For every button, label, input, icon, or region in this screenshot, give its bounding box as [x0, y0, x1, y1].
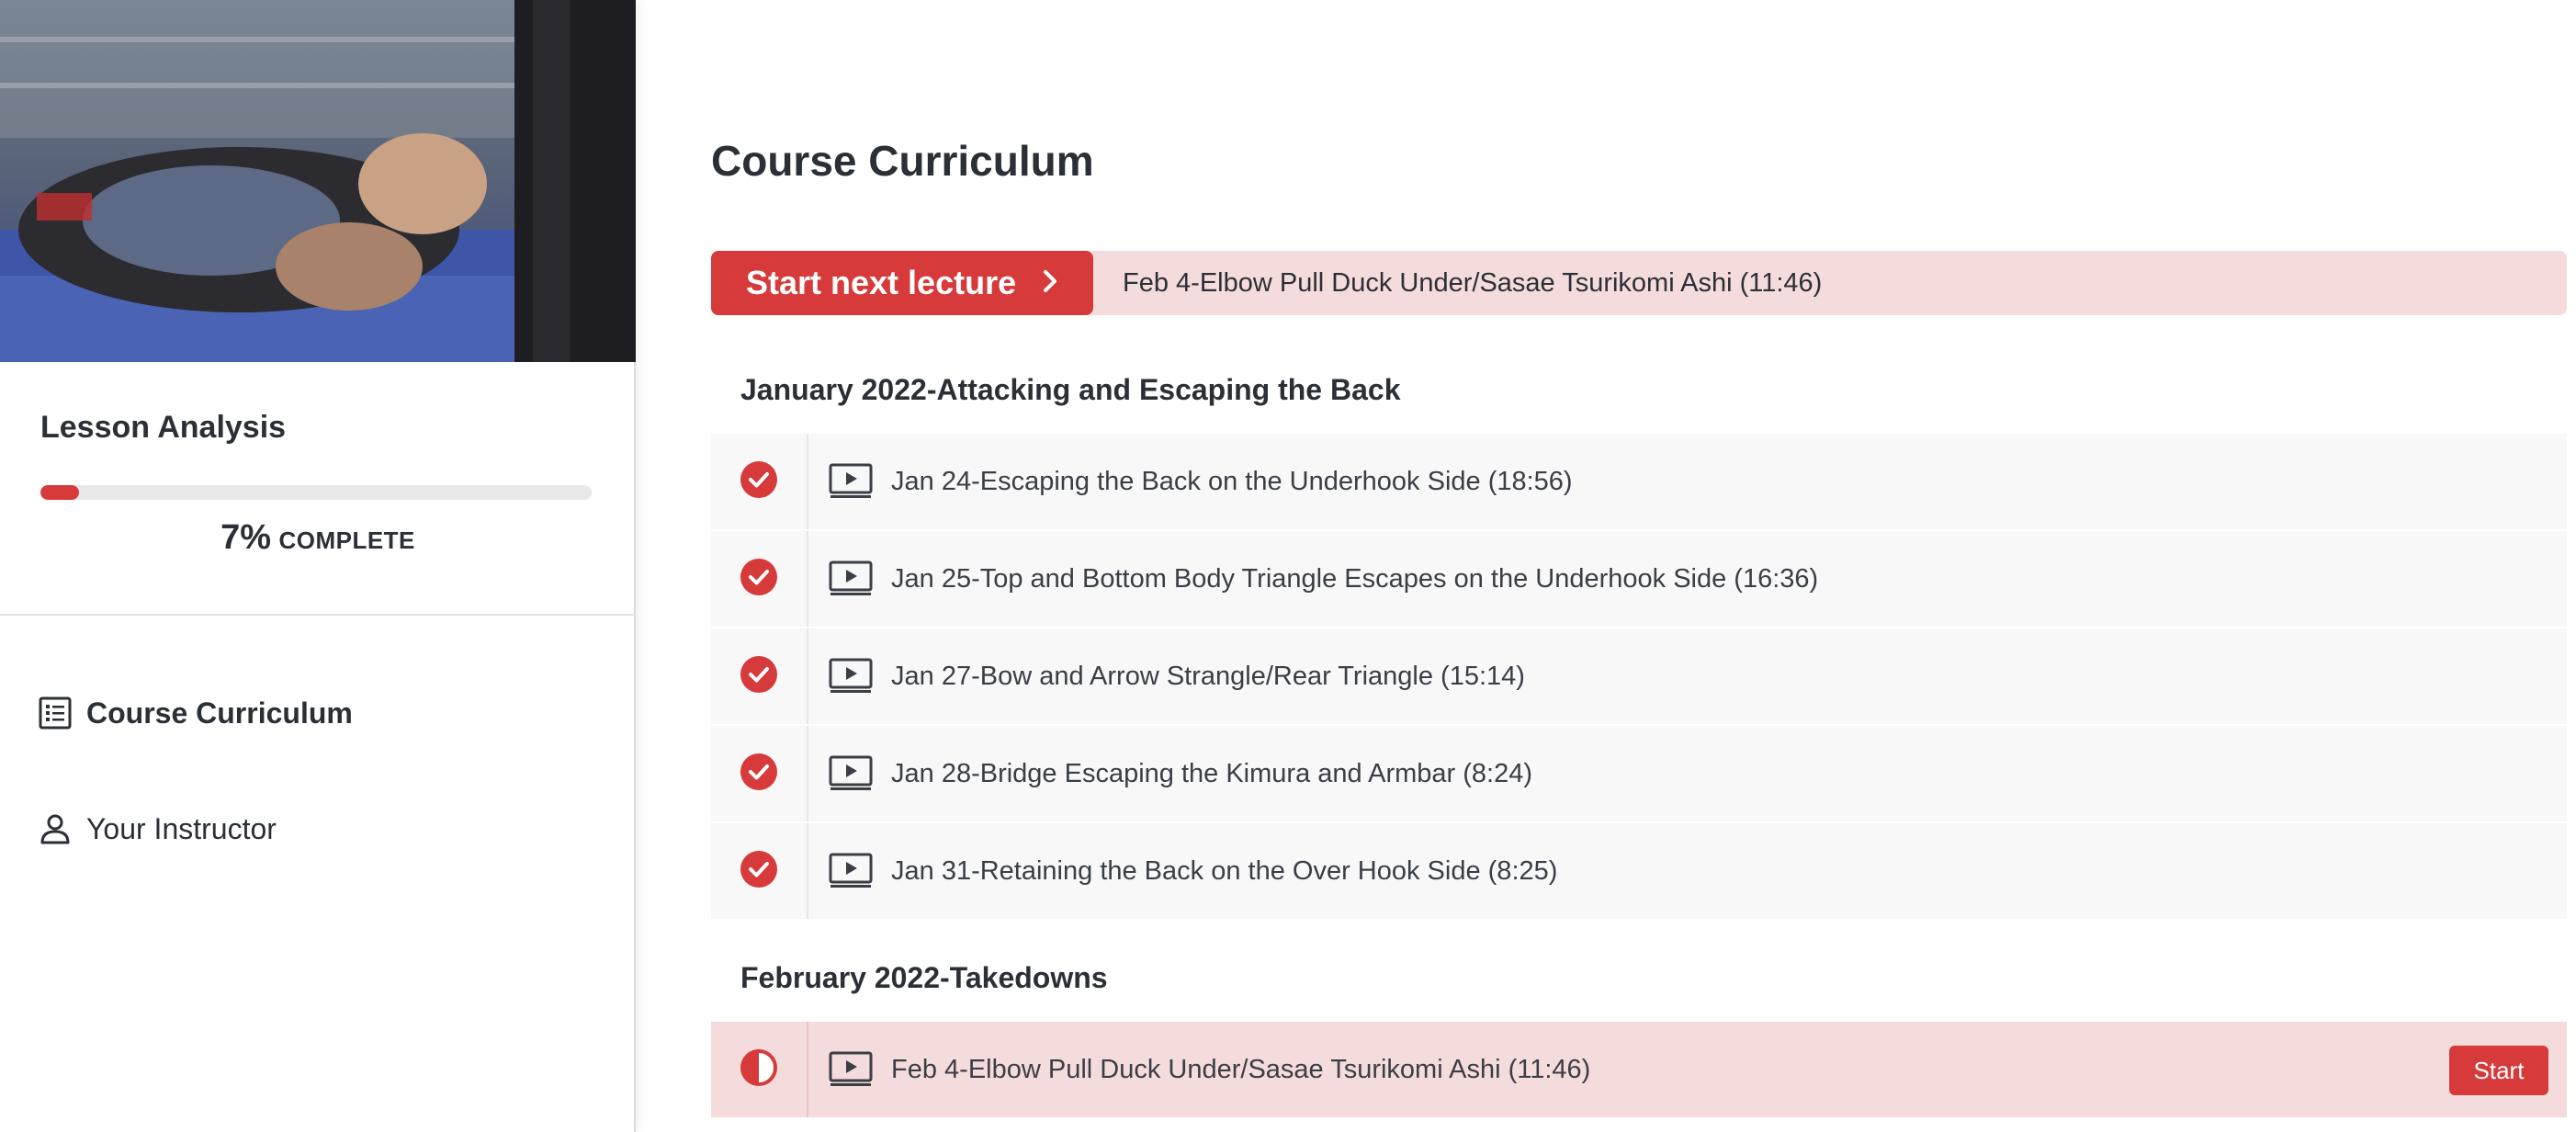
start-next-lecture-button[interactable]	[711, 251, 1093, 315]
lecture-title: Jan 28-Bridge Escaping the Kimura and Armbar (8:24)	[891, 758, 1532, 788]
nav-course-curriculum[interactable]	[37, 695, 353, 731]
lecture-title: Jan 31-Retaining the Back on the Over Hook Side (8:25)	[891, 855, 1558, 886]
progress-text	[0, 518, 636, 558]
lesson-analysis-panel	[0, 362, 636, 616]
lecture-row[interactable]	[711, 628, 2567, 724]
video-icon	[829, 853, 873, 889]
video-icon	[829, 463, 873, 500]
status-cell	[711, 726, 808, 821]
sidebar	[0, 0, 636, 1132]
main-content	[636, 0, 2576, 1132]
lecture-title: Feb 4-Elbow Pull Duck Under/Sasae Tsurikomi Ashi (11:46)	[891, 1054, 1591, 1084]
progress-complete-label: COMPLETE	[278, 526, 415, 554]
lesson-analysis-title: Lesson Analysis	[40, 410, 287, 445]
chevron-right-icon	[1042, 269, 1058, 298]
status-cell	[711, 434, 808, 529]
lecture-row[interactable]	[711, 823, 2567, 919]
lecture-row-current[interactable]	[711, 1022, 2567, 1117]
start-next-lecture-label: Start next lecture	[746, 264, 1017, 301]
status-cell	[711, 823, 808, 919]
completed-check-icon	[740, 850, 778, 893]
completed-check-icon	[740, 655, 778, 698]
video-icon	[829, 658, 873, 695]
person-icon	[37, 810, 73, 847]
video-icon	[829, 755, 873, 792]
status-cell	[711, 628, 808, 724]
progress-percent: 7%	[220, 518, 271, 557]
nav-course-curriculum-label: Course Curriculum	[86, 696, 353, 730]
course-image-graphic	[0, 0, 636, 362]
completed-check-icon	[740, 558, 778, 601]
lecture-row[interactable]	[711, 531, 2567, 627]
progress-bar	[40, 485, 592, 500]
progress-bar-fill	[40, 485, 79, 500]
lecture-row[interactable]	[711, 726, 2567, 821]
lecture-title: Jan 27-Bow and Arrow Strangle/Rear Triangle (15:14)	[891, 661, 1525, 691]
status-cell	[711, 531, 808, 627]
course-image	[0, 0, 636, 362]
video-icon	[829, 1051, 873, 1088]
section-title: January 2022-Attacking and Escaping the Back	[740, 373, 1401, 406]
start-next-lecture-bar	[711, 251, 2567, 315]
nav-your-instructor[interactable]	[37, 810, 277, 847]
lecture-title: Jan 25-Top and Bottom Body Triangle Escapes on the Underhook Side (16:36)	[891, 563, 1819, 594]
video-icon	[829, 560, 873, 597]
next-lecture-title[interactable]: Feb 4-Elbow Pull Duck Under/Sasae Tsurikomi Ashi (11:46)	[1123, 267, 1823, 298]
status-cell	[711, 1022, 808, 1117]
page-title: Course Curriculum	[711, 137, 1094, 185]
lecture-title: Jan 24-Escaping the Back on the Underhook Side (18:56)	[891, 466, 1573, 496]
lecture-row[interactable]	[711, 434, 2567, 529]
curriculum-list-icon	[37, 695, 73, 731]
section-title: February 2022-Takedowns	[740, 961, 1108, 994]
in-progress-half-circle-icon	[740, 1048, 778, 1092]
nav-your-instructor-label: Your Instructor	[86, 811, 277, 845]
completed-check-icon	[740, 753, 778, 796]
completed-check-icon	[740, 460, 778, 504]
start-lecture-button[interactable]: Start	[2449, 1046, 2548, 1095]
